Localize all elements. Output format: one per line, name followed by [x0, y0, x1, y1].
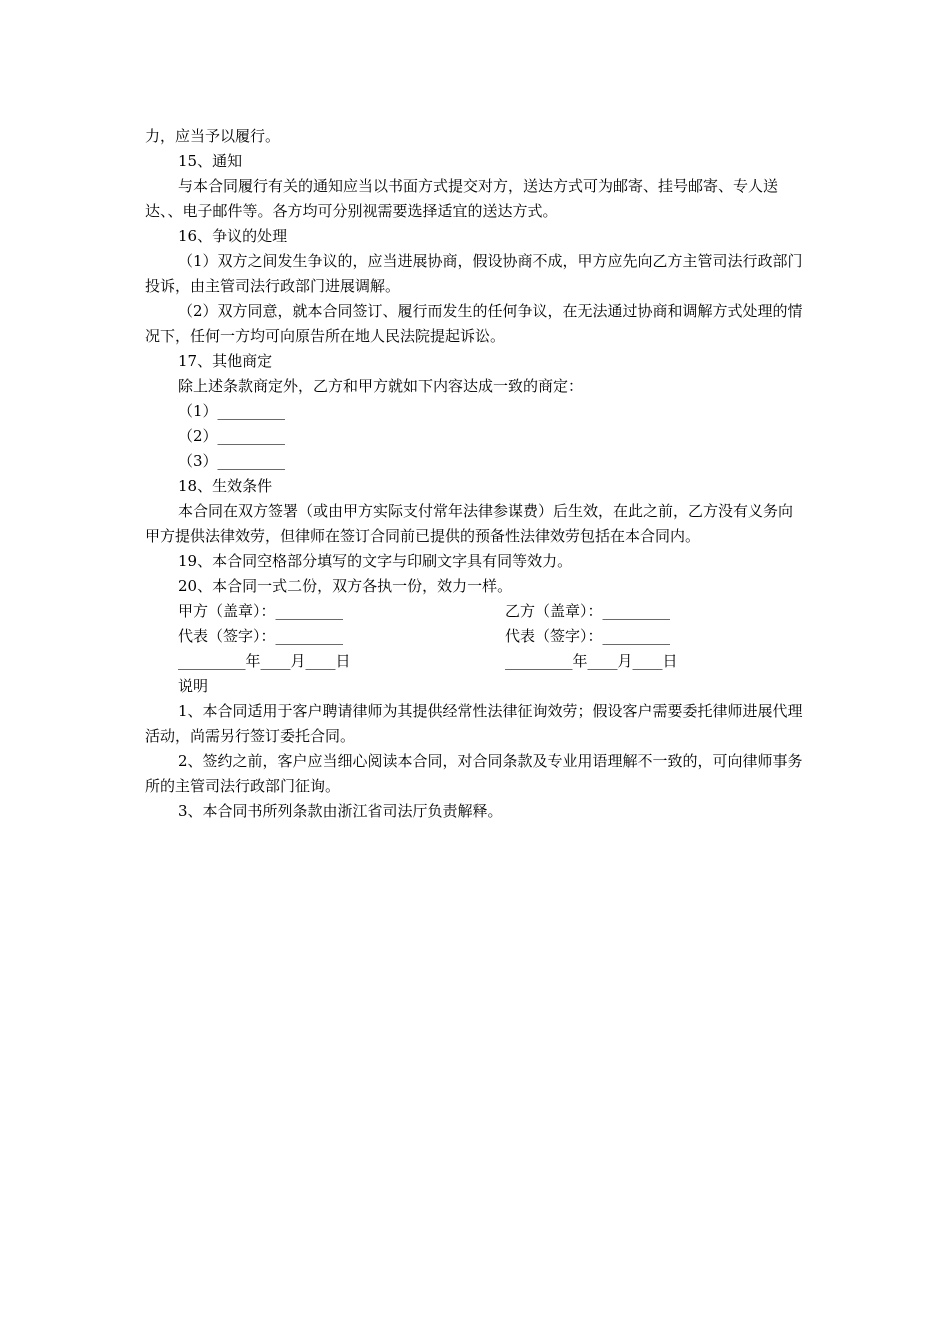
continuation-line: 力，应当予以履行。 [145, 127, 281, 145]
blank-item-1: （1）_________ [178, 402, 286, 420]
signature-row-seal [145, 599, 807, 624]
note-1: 1、本合同适用于客户聘请律师为其提供经常性法律征询效劳；假设客户需要委托律师进展代理活动，尚需另行签订委托合同。 [145, 702, 803, 745]
party-a-representative: 代表（签字）：_________ [178, 627, 344, 645]
paragraph-other-terms: 除上述条款商定外，乙方和甲方就如下内容达成一致的商定： [178, 377, 584, 395]
blank-item-2: （2）_________ [178, 427, 286, 445]
note-3: 3、本合同书所列条款由浙江省司法厅负责解释。 [178, 802, 503, 820]
paragraph-notice: 与本合同履行有关的通知应当以书面方式提交对方，送达方式可为邮寄、挂号邮寄、专人送达、、电子邮件等。各方均可分别视需要选择适宜的送达方式。 [145, 177, 779, 220]
section-heading-16: 16、争议的处理 [178, 227, 288, 245]
note-2: 2、签约之前，客户应当细心阅读本合同，对合同条款及专业用语理解不一致的，可向律师事务所的主管司法行政部门征询。 [145, 752, 803, 795]
section-heading-18: 18、生效条件 [178, 477, 273, 495]
party-a-seal: 甲方（盖章）：_________ [178, 602, 344, 620]
signature-row-rep [145, 624, 807, 649]
section-heading-15: 15、通知 [178, 152, 243, 170]
party-b-date: _________年____月____日 [505, 652, 678, 670]
party-a-date: _________年____月____日 [178, 652, 351, 670]
section-heading-17: 17、其他商定 [178, 352, 273, 370]
party-b-representative: 代表（签字）：_________ [505, 627, 671, 645]
paragraph-dispute-2: （2）双方同意，就本合同签订、履行而发生的任何争议，在无法通过协商和调解方式处理的情况下，任何一方均可向原告所在地人民法院提起诉讼。 [145, 302, 803, 345]
notes-title: 说明 [178, 677, 209, 695]
clause-19: 19、本合同空格部分填写的文字与印刷文字具有同等效力。 [178, 552, 573, 570]
document-page [145, 124, 807, 824]
clause-20: 20、本合同一式二份，双方各执一份，效力一样。 [178, 577, 513, 595]
party-b-seal: 乙方（盖章）：_________ [505, 602, 671, 620]
blank-item-3: （3）_________ [178, 452, 286, 470]
paragraph-dispute-1: （1）双方之间发生争议的，应当进展协商，假设协商不成，甲方应先向乙方主管司法行政部门投诉，由主管司法行政部门进展调解。 [145, 252, 803, 295]
signature-row-date [145, 649, 807, 674]
paragraph-effective: 本合同在双方签署（或由甲方实际支付常年法律参谋费）后生效，在此之前，乙方没有义务向甲方提供法律效劳，但律师在签订合同前已提供的预备性法律效劳包括在本合同内。 [145, 502, 794, 545]
